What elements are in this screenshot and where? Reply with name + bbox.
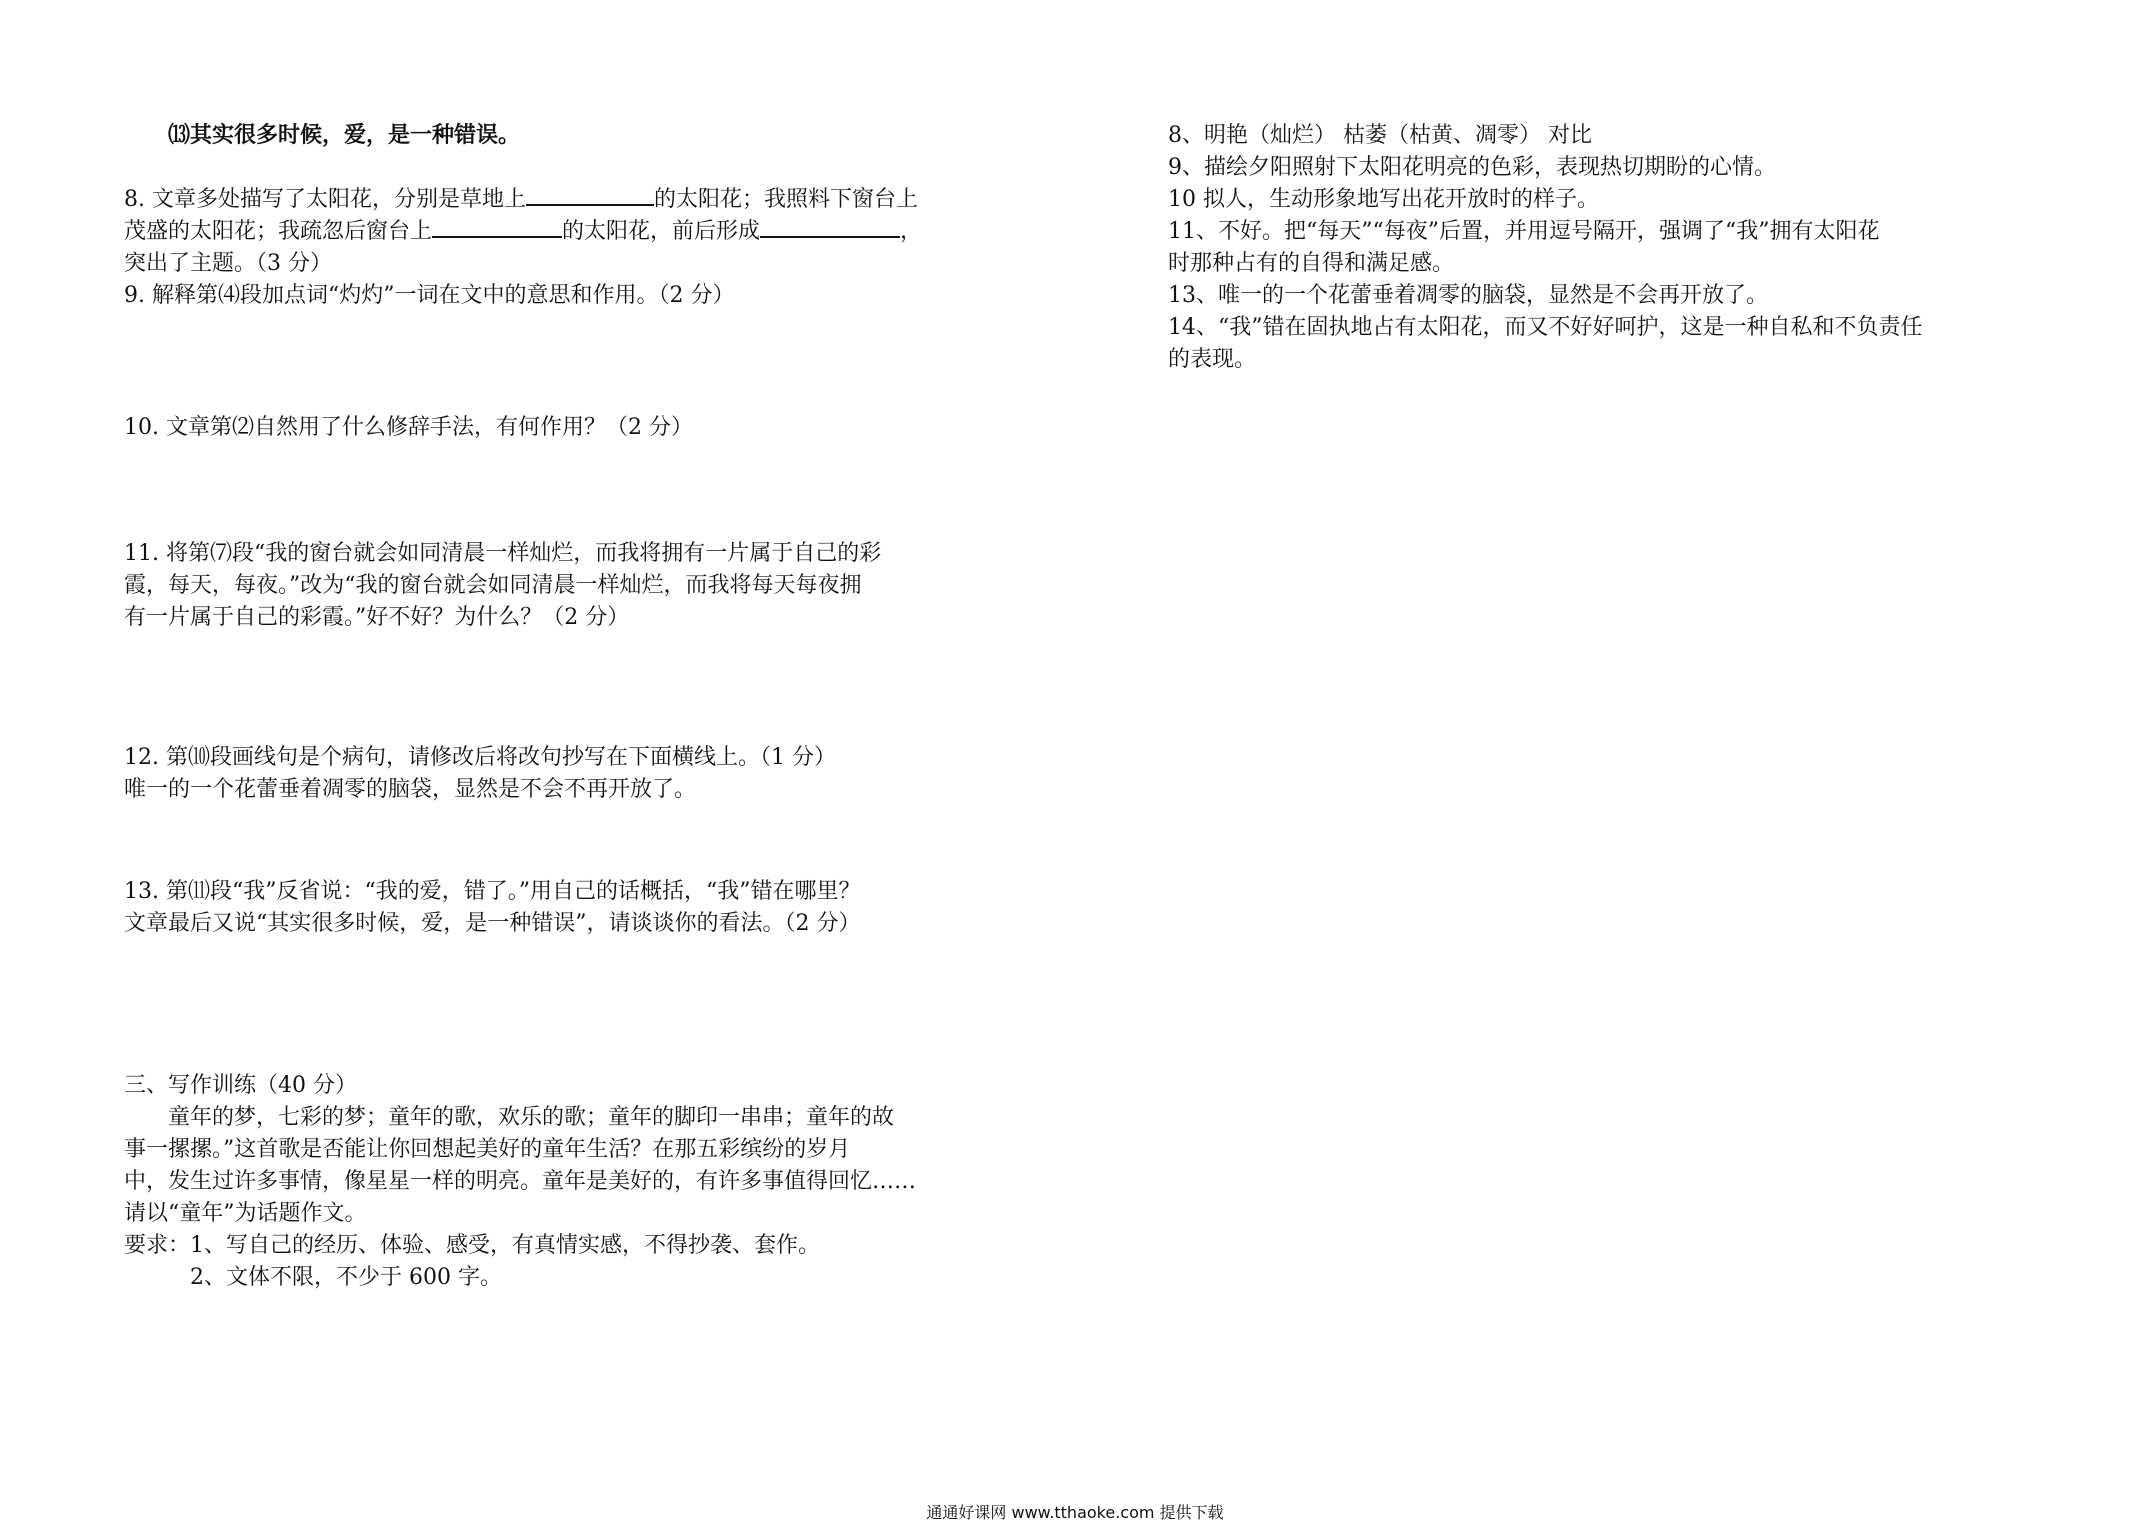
- answer-14-line2: 的表现。: [1168, 347, 1257, 372]
- writing-title: 三、写作训练（40 分）: [124, 1073, 357, 1098]
- question-9: 9. 解释第⑷段加点词“灼灼”一词在文中的意思和作用。（2 分）: [124, 283, 735, 308]
- answer-blank[interactable]: [526, 184, 654, 206]
- answer-13: 13、唯一的一个花蕾垂着凋零的脑袋，显然是不会再开放了。: [1168, 283, 1768, 308]
- question-10: 10. 文章第⑵自然用了什么修辞手法，有何作用？（2 分）: [124, 415, 693, 440]
- answer-8: 8、明艳（灿烂） 枯萎（枯黄、凋零） 对比: [1168, 123, 1592, 148]
- q8-text-a: 8. 文章多处描写了太阳花，分别是草地上: [124, 187, 526, 212]
- writing-line2: 事一摞摞。”这首歌是否能让你回想起美好的童年生活？在那五彩缤纷的岁月: [124, 1137, 851, 1162]
- answer-9: 9、描绘夕阳照射下太阳花明亮的色彩，表现热切期盼的心情。: [1168, 155, 1776, 180]
- writing-line4: 请以“童年”为话题作文。: [124, 1201, 367, 1226]
- writing-requirement-2: 2、文体不限，不少于 600 字。: [190, 1265, 502, 1290]
- question-11-line1: 11. 将第⑺段“我的窗台就会如同清晨一样灿烂，而我将拥有一片属于自己的彩: [124, 541, 882, 566]
- answer-blank[interactable]: [760, 216, 900, 238]
- answer-blank[interactable]: [432, 216, 562, 238]
- question-12-line1: 12. 第⑽段画线句是个病句，请修改后将改句抄写在下面横线上。（1 分）: [124, 745, 836, 770]
- answer-14-line1: 14、“我”错在固执地占有太阳花，而又不好好呵护，这是一种自私和不负责任: [1168, 315, 1923, 340]
- writing-line1: 童年的梦，七彩的梦；童年的歌，欢乐的歌；童年的脚印一串串；童年的故: [168, 1105, 895, 1130]
- q8-text-b: 的太阳花；我照料下窗台上: [654, 187, 919, 212]
- q8-text-d: 茂盛的太阳花；我疏忽后窗台上: [124, 219, 433, 244]
- section-heading: ⒀其实很多时候，爱，是一种错误。: [168, 123, 521, 148]
- question-11-line2: 霞，每天，每夜。”改为“我的窗台就会如同清晨一样灿烂，而我将每天每夜拥: [124, 573, 862, 598]
- writing-requirement-1: 要求：1、写自己的经历、体验、感受，有真情实感，不得抄袭、套作。: [124, 1233, 820, 1258]
- question-8-line4: 突出了主题。（3 分）: [124, 251, 332, 276]
- writing-line3: 中，发生过许多事情，像星星一样的明亮。童年是美好的，有许多事值得回忆……: [124, 1169, 917, 1194]
- question-8-line1: [124, 184, 918, 216]
- question-13-line1: 13. 第⑾段“我”反省说：“我的爱，错了。”用自己的话概括，“我”错在哪里？: [124, 879, 861, 904]
- question-12-line2: 唯一的一个花蕾垂着凋零的脑袋，显然是不会不再开放了。: [124, 777, 697, 802]
- question-13-line2: 文章最后又说“其实很多时候，爱，是一种错误”，请谈谈你的看法。（2 分）: [124, 911, 861, 936]
- answer-10: 10 拟人，生动形象地写出花开放时的样子。: [1168, 187, 1599, 212]
- question-8-line3: [124, 216, 922, 248]
- answer-11-line1: 11、不好。把“每天”“每夜”后置，并用逗号隔开，强调了“我”拥有太阳花: [1168, 219, 1880, 244]
- question-11-line3: 有一片属于自己的彩霞。”好不好？为什么？（2 分）: [124, 605, 630, 630]
- q8-text-e: 的太阳花，前后形成: [562, 219, 761, 244]
- answer-11-line2: 时那种占有的自得和满足感。: [1168, 251, 1455, 276]
- page-footer: 通通好课网 www.tthaoke.com 提供下载: [926, 1503, 1224, 1522]
- q8-text-f: ，: [900, 219, 923, 244]
